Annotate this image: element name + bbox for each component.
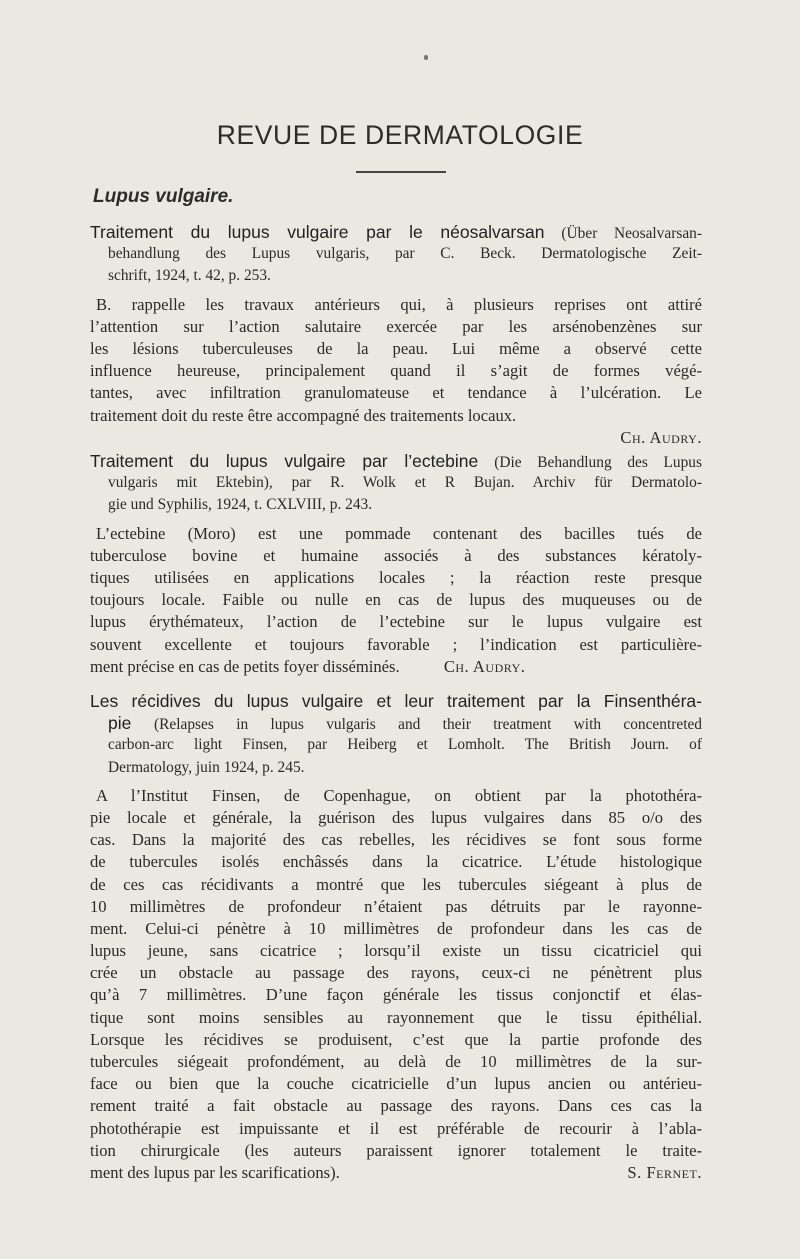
title-rule <box>356 171 446 173</box>
body-line: traitement doit du reste être accompagné des traitements locaux. <box>90 405 517 425</box>
article-heading: Les récidives du lupus vulgaire et leur traitement par la Finsenthéra- <box>90 691 702 711</box>
article-heading: Traitement du lupus vulgaire par le néosalvarsan <box>90 222 545 242</box>
signature: S. Fernet. <box>627 1162 702 1182</box>
reference-line: (Relapses in lupus vulgaris and their treatment with concentreted <box>154 716 702 734</box>
body-line: tantes, avec infiltration granulomateuse et tendance à l’ulcération. Le <box>90 383 702 403</box>
body-line: ment précise en cas de petits foyer disséminés. <box>90 656 400 676</box>
body-line-with-signature <box>90 656 702 678</box>
signature: Ch. Audry. <box>620 427 702 447</box>
body-line: qu’à 7 millimètres. D’une façon générale les tissus conjonctif et élas- <box>90 985 702 1005</box>
article-heading: pie <box>108 713 132 734</box>
reference-line: carbon-arc light Finsen, par Heiberg et Lomholt. The British Journ. of <box>108 736 702 754</box>
body-line: rement traité a fait obstacle au passage des rayons. Dans ces cas la <box>90 1096 702 1116</box>
body-line: les lésions tuberculeuses de la peau. Lui même a observé cette <box>90 338 702 358</box>
body-line: l’attention sur l’action salutaire exercée par les arsénobenzènes sur <box>90 316 702 336</box>
body-line: B. rappelle les travaux antérieurs qui, à plusieurs reprises ont attiré <box>96 294 702 314</box>
body-line: crée un obstacle au passage des rayons, ceux-ci ne pénètrent plus <box>90 963 702 983</box>
signature: Ch. Audry. <box>443 656 526 676</box>
body-line: A l’Institut Finsen, de Copenhague, on obtient par la photothéra- <box>96 785 702 805</box>
body-line: influence heureuse, principalement quand il s’agit de formes végé- <box>90 361 702 381</box>
body-line: 10 millimètres de profondeur n’étaient pas détruits par le rayonne- <box>90 896 702 916</box>
body-line: souvent excellente et toujours favorable ; l’indication est particulière- <box>90 634 702 654</box>
body-line: ment des lupus par les scarifications). <box>90 1162 340 1182</box>
article-2 <box>90 450 702 678</box>
reference-line: Dermatology, juin 1924, p. 245. <box>108 758 305 776</box>
ink-mark <box>424 55 428 60</box>
body-line-with-signature <box>90 1162 702 1184</box>
article-heading-line <box>90 221 702 243</box>
body-line: tuberculose bovine et humaine associés à des substances kératoly- <box>90 545 702 565</box>
body-line: de tubercules isolés enchâssés dans la cicatrice. L’étude histologique <box>90 852 702 872</box>
body-line: L’ectebine (Moro) est une pommade contenant des bacilles tués de <box>96 523 702 543</box>
body-line: tiques utilisées en applications locales ; la réaction reste presque <box>90 567 702 587</box>
body-line: cas. Dans la majorité des cas rebelles, les récidives se font sous forme <box>90 830 702 850</box>
body-line: lupus jeune, sans cicatrice ; lorsqu’il existe un tissu cicatriciel qui <box>90 941 702 961</box>
body-line: toujours locale. Faible ou nulle en cas de lupus des muqueuses ou de <box>90 590 702 610</box>
article-heading-line <box>90 450 702 472</box>
page-title: REVUE DE DERMATOLOGIE <box>216 120 584 150</box>
article-heading: Traitement du lupus vulgaire par l’ectebine <box>90 451 479 471</box>
article-heading-line <box>90 690 702 712</box>
article-3 <box>90 690 702 1184</box>
body-line: photothérapie est impuissante et il est préférable de recourir à l’abla- <box>90 1118 702 1138</box>
body-line: pie locale et générale, la guérison des lupus vulgaires dans 85 o/o des <box>90 807 702 827</box>
reference-line: gie und Syphilis, 1924, t. CXLVIII, p. 243. <box>108 496 373 514</box>
body-line: face ou bien que la couche cicatricielle d’un lupus ancien ou antérieu- <box>90 1074 702 1094</box>
reference-line: (Die Behandlung des Lupus <box>494 454 702 471</box>
body-line: tubercules siégeait profondément, au delà de 10 millimètres de la sur- <box>90 1052 702 1071</box>
reference-line: vulgaris mit Ektebin), par R. Wolk et R Bujan. Archiv für Dermatolo- <box>108 474 702 492</box>
body-line: de ces cas récidivants a montré que les tubercules siégeant à plus de <box>90 874 702 894</box>
article-1 <box>90 221 702 449</box>
reference-line: behandlung des Lupus vulgaris, par C. Beck. Dermatologische Zeit- <box>108 245 702 263</box>
section-title: Lupus vulgaire. <box>93 186 234 207</box>
reference-line: (Über Neosalvarsan- <box>561 225 702 242</box>
body-line: tique sont moins sensibles au rayonnement que le tissu épithélial. <box>90 1007 702 1027</box>
body-line: Lorsque les récidives se produisent, c’est que la partie profonde des <box>90 1029 702 1049</box>
body-line: lupus érythémateux, l’action de l’ectebine sur le lupus vulgaire est <box>90 612 702 632</box>
article-heading-line <box>90 712 702 734</box>
body-line: ment. Celui-ci pénètre à 10 millimètres de profondeur dans les cas de <box>90 918 702 938</box>
body-line: tion chirurgicale (les auteurs paraissent ignorer totalement le traite- <box>90 1140 702 1160</box>
reference-line: schrift, 1924, t. 42, p. 253. <box>108 267 271 285</box>
